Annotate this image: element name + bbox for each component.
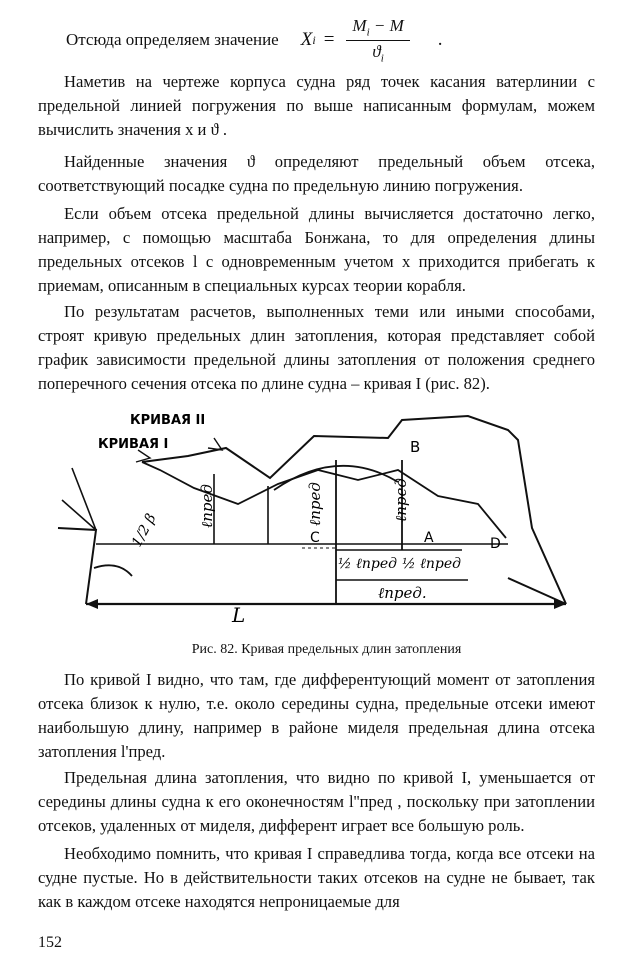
- figure-caption: Рис. 82. Кривая предельных длин затопления: [191, 642, 462, 657]
- paragraph-3: Если объем отсека предельной длины вычисляется достаточно легко, например, с помощью масштаба Бонжана, то для определения длины предельных отсеков l с одновременным учетом x приходится прибегать к приемам, описанным в специальных курсах теории корабля.: [38, 204, 595, 295]
- label-half-left: ½ ℓпред: [338, 556, 397, 572]
- formula-fraction: [346, 16, 409, 64]
- arrow-curve-2: [208, 438, 222, 450]
- formula-lhs-sub: i: [312, 32, 316, 47]
- curve-1-line: [142, 462, 506, 538]
- page-number: 152: [38, 934, 62, 951]
- paragraph-7: Необходимо помнить, что кривая I справедлива тогда, когда все отсеки на судне пустые. Но в действительности таких отсеков на судне не бывает, так как в каждом отсеке находятся непроницаемые для: [38, 844, 595, 911]
- angle-arc: [94, 565, 132, 576]
- figure-82: [38, 408, 598, 640]
- paragraph-4: По результатам расчетов, выполненных теми или иными способами, строят кривую предельных длин затопления, которая представляет собой график зависимости предельной длины затопления от положения среднего поперечного сечения отсека по длине судна – кривая I (рис. 82).: [38, 302, 595, 393]
- formula-trailing-dot: .: [437, 29, 443, 50]
- paragraph-2: Найденные значения ϑ определяют предельный объем отсека, соответствующий посадке судна по предельную линию погружения.: [38, 152, 595, 195]
- label-point-b: B: [410, 438, 421, 456]
- flooding-curve-diagram: [38, 408, 598, 640]
- left-leader-lines: [62, 468, 96, 530]
- label-l-pred-mid: ℓпред: [306, 482, 324, 526]
- left-hull-line: [58, 528, 96, 604]
- formula-xi: [301, 16, 443, 64]
- formula-lead-text: Отсюда определяем значение: [66, 30, 279, 49]
- formula-lhs: X: [300, 29, 313, 50]
- formula-equals: =: [323, 29, 335, 50]
- formula-numerator: [346, 16, 409, 40]
- paragraph-5: По кривой I видно, что там, где дифферентующий момент от затопления отсека близок к нулю, т.е. около середины судна, предельные отсеки имеют наибольшую длину, например в районе миделя предельная длина отсека затопления l'пред.: [38, 670, 595, 761]
- formula-den-sub: i: [380, 51, 384, 64]
- label-curve-1: КРИВАЯ I: [98, 437, 169, 452]
- paragraph-1: Наметив на чертеже корпуса судна ряд точек касания ватерлинии с предельной линией погружения по выше написанным формулам, можем вычислить значения x и ϑ .: [38, 72, 595, 139]
- label-l-pred-bottom: ℓпред.: [378, 584, 427, 602]
- arrow-left-l: [86, 599, 98, 609]
- label-point-a: A: [424, 530, 434, 546]
- label-l-pred-right: ℓпред: [392, 478, 410, 522]
- label-l-pred-left: ℓпред: [198, 484, 216, 528]
- label-half-right: ½ ℓпред: [402, 556, 461, 572]
- formula-num-m: M: [352, 16, 367, 36]
- formula-denominator: [372, 41, 383, 64]
- formula-den-theta: ϑ: [372, 41, 381, 61]
- label-point-c: C: [310, 530, 320, 546]
- right-slope-line: [508, 578, 566, 604]
- formula-num-sub: i: [366, 26, 370, 39]
- label-l-total: L: [232, 603, 246, 627]
- label-angle: 1/2 β: [128, 511, 160, 550]
- paragraph-6: Предельная длина затопления, что видно по кривой I, уменьшается от середины длины судна к его оконечностям l''пред , поскольку при затоплении отсеков, удаленных от миделя, дифферент играет все большую роль.: [38, 768, 595, 835]
- label-curve-2: КРИВАЯ II: [130, 413, 206, 428]
- formula-num-rest: − M: [369, 16, 404, 36]
- formula-line: [38, 18, 595, 62]
- label-point-d: D: [490, 536, 501, 552]
